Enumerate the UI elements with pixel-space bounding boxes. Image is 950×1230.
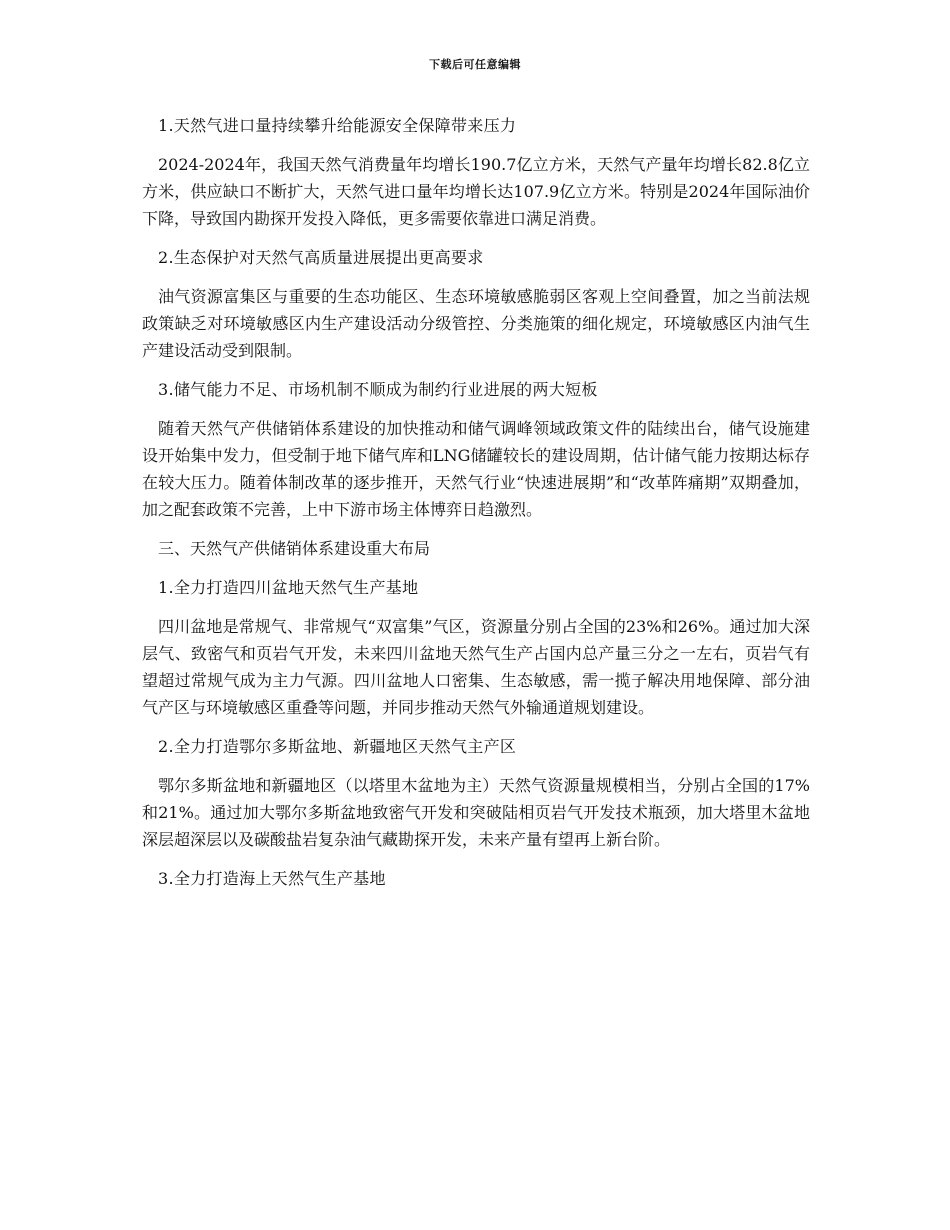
subheading-storage-capacity: 3.储气能力不足、市场机制不顺成为制约行业进展的两大短板 xyxy=(158,380,598,399)
subheading-ordos-xinjiang: 2.全力打造鄂尔多斯盆地、新疆地区天然气主产区 xyxy=(158,737,517,756)
paragraph-ordos-xinjiang: 鄂尔多斯盆地和新疆地区（以塔里木盆地为主）天然气资源量规模相当，分别占全国的17%和21%。通过加大鄂尔多斯盆地致密气开发和突破陆相页岩气开发技术瓶颈，加大塔里木盆地深层超深层以及碳酸盐岩复杂油气藏勘探开发，未来产量有望再上新台阶。 xyxy=(142,776,810,849)
subheading-ecological-protection: 2.生态保护对天然气高质量进展提出更高要求 xyxy=(158,248,484,267)
paragraph-storage-market: 随着天然气产供储销体系建设的加快推动和储气调峰领域政策文件的陆续出台，储气设施建设开始集中发力，但受制于地下储气库和LNG储罐较长的建设周期，估计储气能力按期达标存在较大压力。随着体制改革的逐步推开，天然气行业“快速进展期”和“改革阵痛期”双期叠加，加之配套政策不完善，上中下游市场主体博弈日趋激烈。 xyxy=(142,419,810,519)
subheading-offshore-base: 3.全力打造海上天然气生产基地 xyxy=(158,869,386,888)
subheading-import-pressure: 1.天然气进口量持续攀升给能源安全保障带来压力 xyxy=(158,116,517,135)
paragraph-import-growth: 2024-2024年，我国天然气消费量年均增长190.7亿立方米，天然气产量年均增长82.8亿立方米，供应缺口不断扩大，天然气进口量年均增长达107.9亿立方米。特别是2024年国际油价下降，导致国内勘探开发投入降低，更多需要依靠进口满足消费。 xyxy=(142,155,810,228)
paragraph-ecological-overlap: 油气资源富集区与重要的生态功能区、生态环境敏感脆弱区客观上空间叠置，加之当前法规政策缺乏对环境敏感区内生产建设活动分级管控、分类施策的细化规定，环境敏感区内油气生产建设活动受到限制。 xyxy=(142,287,810,360)
paragraph-sichuan-basin: 四川盆地是常规气、非常规气“双富集”气区，资源量分别占全国的23%和26%。通过加大深层气、致密气和页岩气开发，未来四川盆地天然气生产占国内总产量三分之一左右，页岩气有望超过常规气成为主力气源。四川盆地人口密集、生态敏感，需一揽子解决用地保障、部分油气产区与环境敏感区重叠等问题，并同步推动天然气外输通道规划建设。 xyxy=(142,617,810,717)
document-body xyxy=(142,112,810,904)
subheading-sichuan-basin: 1.全力打造四川盆地天然气生产基地 xyxy=(158,578,419,597)
page-header: 下载后可任意编辑 xyxy=(429,58,521,71)
section-title-major-layout: 三、天然气产供储销体系建设重大布局 xyxy=(158,539,431,558)
